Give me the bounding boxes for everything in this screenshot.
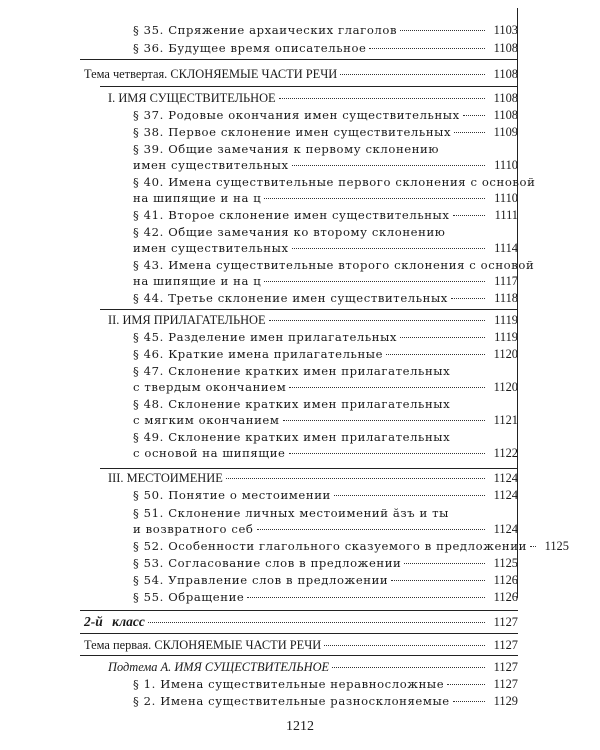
toc-entry: на шипящие и на ц 1110	[133, 191, 518, 205]
toc-entry: § 1. Имена существительные неравносложные 1127	[133, 677, 518, 691]
toc-entry-line: § 48. Склонение кратких имен прилагательных	[133, 397, 451, 411]
toc-entry-line: § 40. Имена существительные первого склонения с основой	[133, 175, 536, 189]
toc-entry: § 54. Управление слов в предложении 1126	[133, 573, 518, 587]
toc-entry: § 50. Понятие о местоимении 1124	[133, 488, 518, 502]
toc-entry: § 44. Третье склонение имен существительных 1118	[133, 291, 518, 305]
toc-section-heading: II. ИМЯ ПРИЛАГАТЕЛЬНОЕ 1119	[108, 313, 518, 327]
toc-entry: § 45. Разделение имен прилагательных 1119	[133, 330, 518, 344]
section-divider	[80, 59, 518, 60]
toc-topic-heading: Тема первая. СКЛОНЯЕМЫЕ ЧАСТИ РЕЧИ 1127	[84, 638, 518, 652]
toc-entry-line: § 49. Склонение кратких имен прилагательных	[133, 430, 451, 444]
page-number: 1212	[286, 719, 314, 734]
toc-class-heading: 2-й класс 1127	[84, 614, 518, 629]
toc-entry: с мягким окончанием 1121	[133, 413, 518, 427]
toc-entry: § 36. Будущее время описательное 1108	[133, 41, 518, 55]
toc-entry: § 35. Спряжение архаических глаголов 1103	[133, 23, 518, 37]
toc-entry: § 53. Согласование слов в предложении 1125	[133, 556, 518, 570]
toc-subtopic-heading: Подтема А. ИМЯ СУЩЕСТВИТЕЛЬНОЕ 1127	[108, 660, 518, 674]
toc-entry: с основой на шипящие 1122	[133, 446, 518, 460]
section-divider	[80, 655, 518, 656]
toc-entry-line: § 42. Общие замечания ко второму склонению	[133, 225, 446, 239]
toc-entry-line: § 39. Общие замечания к первому склонению	[133, 142, 440, 156]
toc-entry-line: § 51. Склонение личных местоимений ӑзъ и ты	[133, 506, 449, 520]
toc-entry: § 52. Особенности глагольного сказуемого в предложении 1125	[133, 539, 569, 553]
section-divider	[80, 610, 518, 611]
toc-entry: § 41. Второе склонение имен существительных 1111	[133, 208, 518, 222]
toc-section-heading: I. ИМЯ СУЩЕСТВИТЕЛЬНОЕ 1108	[108, 91, 518, 105]
toc-entry: имен существительных 1114	[133, 241, 518, 255]
toc-entry: § 38. Первое склонение имен существительных 1109	[133, 125, 518, 139]
toc-entry-line: § 43. Имена существительные второго склонения с основой	[133, 258, 535, 272]
toc-entry: § 37. Родовые окончания имен существительных 1108	[133, 108, 518, 122]
toc-entry: § 55. Обращение 1126	[133, 590, 518, 604]
toc-entry: и возвратного себ 1124	[133, 522, 518, 536]
toc-entry: имен существительных 1110	[133, 158, 518, 172]
toc-topic-heading: Тема четвертая. СКЛОНЯЕМЫЕ ЧАСТИ РЕЧИ 1108	[84, 67, 518, 81]
section-divider	[100, 309, 518, 310]
section-divider	[80, 633, 518, 634]
toc-section-heading: III. МЕСТОИМЕНИЕ 1124	[108, 471, 518, 485]
toc-entry: § 46. Краткие имена прилагательные 1120	[133, 347, 518, 361]
toc-entry: с твердым окончанием 1120	[133, 380, 518, 394]
section-divider	[100, 86, 518, 87]
toc-entry: § 2. Имена существительные разносклоняемые 1129	[133, 694, 518, 708]
section-divider	[100, 468, 518, 469]
toc-entry: на шипящие и на ц 1117	[133, 274, 518, 288]
toc-entry-line: § 47. Склонение кратких имен прилагательных	[133, 364, 451, 378]
